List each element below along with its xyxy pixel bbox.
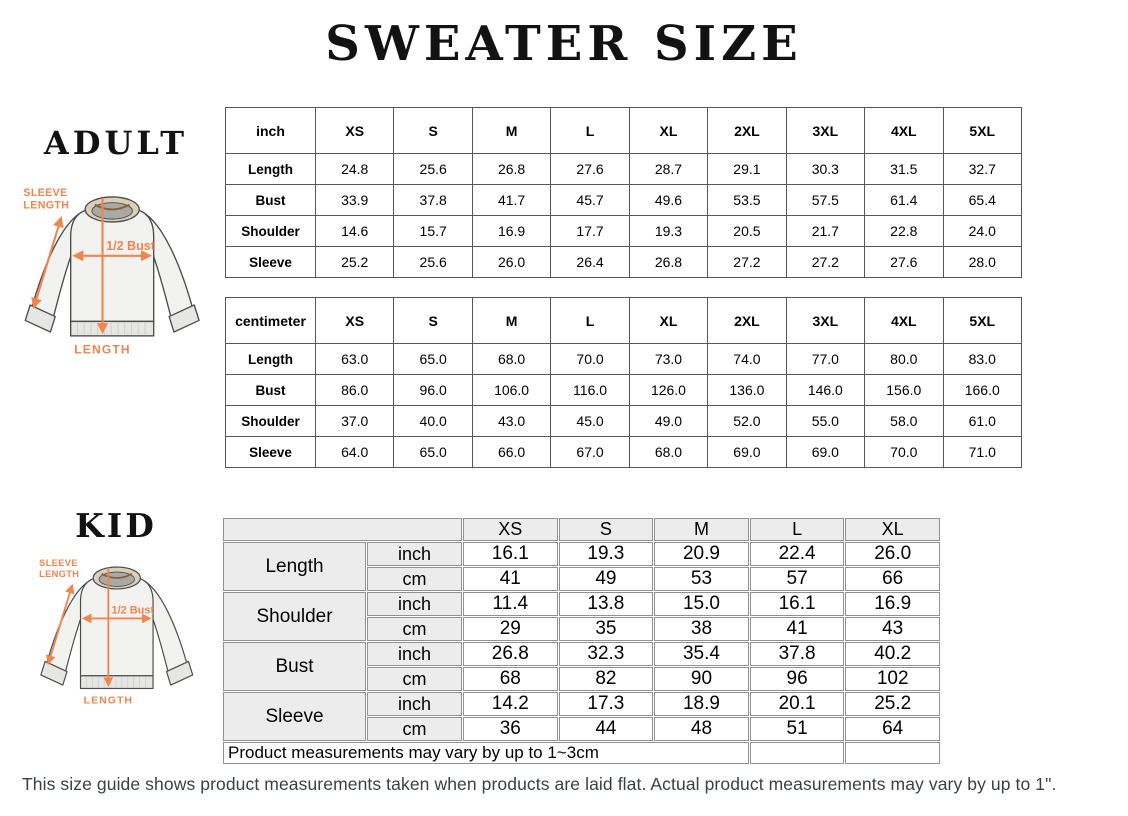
measurement-value-cell: 83.0 xyxy=(943,344,1022,375)
table-row xyxy=(226,185,1022,216)
size-header-cell: M xyxy=(472,108,550,154)
measurement-value-cell: 14.6 xyxy=(316,216,394,247)
measurement-value-cell: 25.6 xyxy=(394,247,472,278)
measurement-value-cell: 31.5 xyxy=(865,154,943,185)
measurement-value-cell: 61.4 xyxy=(865,185,943,216)
measurement-value-cell: 18.9 xyxy=(654,692,749,716)
measurement-value-cell: 68.0 xyxy=(629,437,707,468)
table-row xyxy=(226,406,1022,437)
measurement-value-cell: 57 xyxy=(750,567,845,591)
measurement-value-cell: 25.2 xyxy=(316,247,394,278)
measurement-value-cell: 41 xyxy=(463,567,558,591)
note-row xyxy=(223,742,940,764)
measurement-label-cell: Shoulder xyxy=(226,216,316,247)
measurement-value-cell: 37.8 xyxy=(394,185,472,216)
measurement-value-cell: 53.5 xyxy=(708,185,786,216)
measurement-value-cell: 63.0 xyxy=(316,344,394,375)
measurement-value-cell: 71.0 xyxy=(943,437,1022,468)
size-header-cell: XS xyxy=(463,518,558,541)
measurement-value-cell: 37.0 xyxy=(316,406,394,437)
measurement-value-cell: 43.0 xyxy=(472,406,550,437)
measurement-value-cell: 65.4 xyxy=(943,185,1022,216)
measurement-value-cell: 77.0 xyxy=(786,344,864,375)
measurement-value-cell: 30.3 xyxy=(786,154,864,185)
size-header-cell: 5XL xyxy=(943,298,1022,344)
unit-cell-inch: inch xyxy=(367,692,462,716)
empty-cell xyxy=(750,742,845,764)
size-header-cell: XL xyxy=(845,518,940,541)
measurement-value-cell: 19.3 xyxy=(559,542,654,566)
header-row xyxy=(223,518,940,541)
measurement-value-cell: 20.1 xyxy=(750,692,845,716)
size-header-cell: 2XL xyxy=(708,298,786,344)
measurement-value-cell: 49.0 xyxy=(629,406,707,437)
measurement-value-cell: 25.2 xyxy=(845,692,940,716)
measurement-value-cell: 38 xyxy=(654,617,749,641)
measurement-value-cell: 25.6 xyxy=(394,154,472,185)
table-row xyxy=(226,154,1022,185)
measurement-value-cell: 44 xyxy=(559,717,654,741)
measurement-value-cell: 53 xyxy=(654,567,749,591)
measurement-value-cell: 13.8 xyxy=(559,592,654,616)
measurement-value-cell: 49.6 xyxy=(629,185,707,216)
measurement-value-cell: 26.4 xyxy=(551,247,629,278)
measurement-value-cell: 22.8 xyxy=(865,216,943,247)
measurement-label-cell: Length xyxy=(226,154,316,185)
size-header-cell: 3XL xyxy=(786,108,864,154)
measurement-value-cell: 17.3 xyxy=(559,692,654,716)
measurement-label-cell: Bust xyxy=(223,642,366,691)
size-header-cell: L xyxy=(551,298,629,344)
table-row xyxy=(223,692,940,716)
measurement-value-cell: 21.7 xyxy=(786,216,864,247)
measurement-value-cell: 41.7 xyxy=(472,185,550,216)
measurement-value-cell: 96.0 xyxy=(394,375,472,406)
measurement-label-cell: Bust xyxy=(226,185,316,216)
unit-cell-cm: cm xyxy=(367,717,462,741)
measurement-value-cell: 15.0 xyxy=(654,592,749,616)
measurement-value-cell: 70.0 xyxy=(551,344,629,375)
measurement-value-cell: 126.0 xyxy=(629,375,707,406)
measurement-value-cell: 22.4 xyxy=(750,542,845,566)
measurement-value-cell: 27.6 xyxy=(865,247,943,278)
measurement-value-cell: 26.8 xyxy=(629,247,707,278)
header-row xyxy=(226,108,1022,154)
measurement-value-cell: 74.0 xyxy=(708,344,786,375)
size-header-cell: M xyxy=(472,298,550,344)
kid-size-table xyxy=(222,517,941,765)
table-row xyxy=(223,592,940,616)
table-row xyxy=(226,247,1022,278)
adult-inch-size-table xyxy=(225,107,1022,278)
header-row xyxy=(226,298,1022,344)
measurement-value-cell: 57.5 xyxy=(786,185,864,216)
measurement-value-cell: 24.8 xyxy=(316,154,394,185)
adult-section-heading: ADULT xyxy=(43,124,189,162)
measurement-label-cell: Length xyxy=(226,344,316,375)
measurement-label-cell: Length xyxy=(223,542,366,591)
measurement-value-cell: 32.3 xyxy=(559,642,654,666)
blank-header-cell xyxy=(223,518,462,541)
measurement-value-cell: 19.3 xyxy=(629,216,707,247)
page-title: SWEATER SIZE xyxy=(325,16,803,72)
measurement-value-cell: 64.0 xyxy=(316,437,394,468)
measurement-value-cell: 82 xyxy=(559,667,654,691)
measurement-value-cell: 26.8 xyxy=(463,642,558,666)
measurement-value-cell: 70.0 xyxy=(865,437,943,468)
unit-cell-cm: cm xyxy=(367,617,462,641)
measurement-value-cell: 45.0 xyxy=(551,406,629,437)
measurement-value-cell: 29.1 xyxy=(708,154,786,185)
measurement-value-cell: 20.5 xyxy=(708,216,786,247)
size-header-cell: L xyxy=(750,518,845,541)
table-row xyxy=(223,542,940,566)
measurement-value-cell: 24.0 xyxy=(943,216,1022,247)
measurement-value-cell: 67.0 xyxy=(551,437,629,468)
unit-cell-inch: inch xyxy=(367,592,462,616)
measurement-value-cell: 48 xyxy=(654,717,749,741)
measurement-value-cell: 106.0 xyxy=(472,375,550,406)
measurement-value-cell: 40.0 xyxy=(394,406,472,437)
measurement-value-cell: 61.0 xyxy=(943,406,1022,437)
size-header-cell: 4XL xyxy=(865,108,943,154)
measurement-value-cell: 80.0 xyxy=(865,344,943,375)
size-header-cell: S xyxy=(394,298,472,344)
measurement-value-cell: 65.0 xyxy=(394,344,472,375)
footer-disclaimer: This size guide shows product measurements taken when products are laid flat. Actual product measurements may vary by up to 1". xyxy=(22,774,1057,794)
empty-cell xyxy=(845,742,940,764)
measurement-value-cell: 66 xyxy=(845,567,940,591)
measurement-value-cell: 11.4 xyxy=(463,592,558,616)
measurement-value-cell: 58.0 xyxy=(865,406,943,437)
size-header-cell: XL xyxy=(629,108,707,154)
unit-header-cell: inch xyxy=(226,108,316,154)
measurement-value-cell: 52.0 xyxy=(708,406,786,437)
measurement-value-cell: 26.8 xyxy=(472,154,550,185)
table-row xyxy=(223,642,940,666)
measurement-label-cell: Sleeve xyxy=(226,247,316,278)
size-header-cell: S xyxy=(394,108,472,154)
measurement-value-cell: 90 xyxy=(654,667,749,691)
measurement-value-cell: 73.0 xyxy=(629,344,707,375)
measurement-value-cell: 166.0 xyxy=(943,375,1022,406)
measurement-value-cell: 51 xyxy=(750,717,845,741)
measurement-label-cell: Shoulder xyxy=(223,592,366,641)
measurement-value-cell: 156.0 xyxy=(865,375,943,406)
unit-cell-inch: inch xyxy=(367,542,462,566)
measurement-value-cell: 28.7 xyxy=(629,154,707,185)
unit-cell-cm: cm xyxy=(367,567,462,591)
size-header-cell: S xyxy=(559,518,654,541)
measurement-value-cell: 16.1 xyxy=(750,592,845,616)
measurement-value-cell: 16.1 xyxy=(463,542,558,566)
note-cell: Product measurements may vary by up to 1~3cm xyxy=(223,742,749,764)
table-row xyxy=(226,437,1022,468)
size-header-cell: M xyxy=(654,518,749,541)
measurement-value-cell: 43 xyxy=(845,617,940,641)
measurement-value-cell: 20.9 xyxy=(654,542,749,566)
measurement-value-cell: 49 xyxy=(559,567,654,591)
measurement-value-cell: 96 xyxy=(750,667,845,691)
measurement-value-cell: 28.0 xyxy=(943,247,1022,278)
measurement-value-cell: 55.0 xyxy=(786,406,864,437)
measurement-value-cell: 36 xyxy=(463,717,558,741)
measurement-label-cell: Bust xyxy=(226,375,316,406)
size-header-cell: XS xyxy=(316,298,394,344)
measurement-value-cell: 35 xyxy=(559,617,654,641)
measurement-value-cell: 15.7 xyxy=(394,216,472,247)
size-header-cell: XS xyxy=(316,108,394,154)
size-header-cell: 5XL xyxy=(943,108,1022,154)
measurement-value-cell: 69.0 xyxy=(708,437,786,468)
size-header-cell: 4XL xyxy=(865,298,943,344)
unit-cell-inch: inch xyxy=(367,642,462,666)
measurement-value-cell: 35.4 xyxy=(654,642,749,666)
measurement-value-cell: 29 xyxy=(463,617,558,641)
measurement-value-cell: 68 xyxy=(463,667,558,691)
measurement-value-cell: 27.2 xyxy=(708,247,786,278)
measurement-value-cell: 33.9 xyxy=(316,185,394,216)
measurement-value-cell: 27.6 xyxy=(551,154,629,185)
size-header-cell: XL xyxy=(629,298,707,344)
measurement-value-cell: 16.9 xyxy=(472,216,550,247)
measurement-value-cell: 86.0 xyxy=(316,375,394,406)
measurement-value-cell: 45.7 xyxy=(551,185,629,216)
measurement-value-cell: 37.8 xyxy=(750,642,845,666)
measurement-value-cell: 16.9 xyxy=(845,592,940,616)
measurement-value-cell: 66.0 xyxy=(472,437,550,468)
measurement-value-cell: 14.2 xyxy=(463,692,558,716)
measurement-label-cell: Sleeve xyxy=(223,692,366,741)
measurement-value-cell: 64 xyxy=(845,717,940,741)
unit-header-cell: centimeter xyxy=(226,298,316,344)
measurement-value-cell: 65.0 xyxy=(394,437,472,468)
measurement-value-cell: 102 xyxy=(845,667,940,691)
table-row xyxy=(226,344,1022,375)
size-header-cell: 2XL xyxy=(708,108,786,154)
measurement-value-cell: 26.0 xyxy=(472,247,550,278)
measurement-label-cell: Shoulder xyxy=(226,406,316,437)
table-row xyxy=(226,216,1022,247)
measurement-value-cell: 40.2 xyxy=(845,642,940,666)
measurement-label-cell: Sleeve xyxy=(226,437,316,468)
measurement-value-cell: 41 xyxy=(750,617,845,641)
kid-section-heading: KID xyxy=(75,506,157,545)
measurement-value-cell: 116.0 xyxy=(551,375,629,406)
adult-sweater-diagram xyxy=(6,166,228,388)
measurement-value-cell: 32.7 xyxy=(943,154,1022,185)
measurement-value-cell: 27.2 xyxy=(786,247,864,278)
kid-sweater-diagram xyxy=(24,540,218,734)
measurement-value-cell: 17.7 xyxy=(551,216,629,247)
measurement-value-cell: 68.0 xyxy=(472,344,550,375)
table-row xyxy=(226,375,1022,406)
measurement-value-cell: 146.0 xyxy=(786,375,864,406)
adult-centimeter-size-table xyxy=(225,297,1022,468)
size-header-cell: 3XL xyxy=(786,298,864,344)
measurement-value-cell: 69.0 xyxy=(786,437,864,468)
measurement-value-cell: 136.0 xyxy=(708,375,786,406)
size-header-cell: L xyxy=(551,108,629,154)
measurement-value-cell: 26.0 xyxy=(845,542,940,566)
unit-cell-cm: cm xyxy=(367,667,462,691)
